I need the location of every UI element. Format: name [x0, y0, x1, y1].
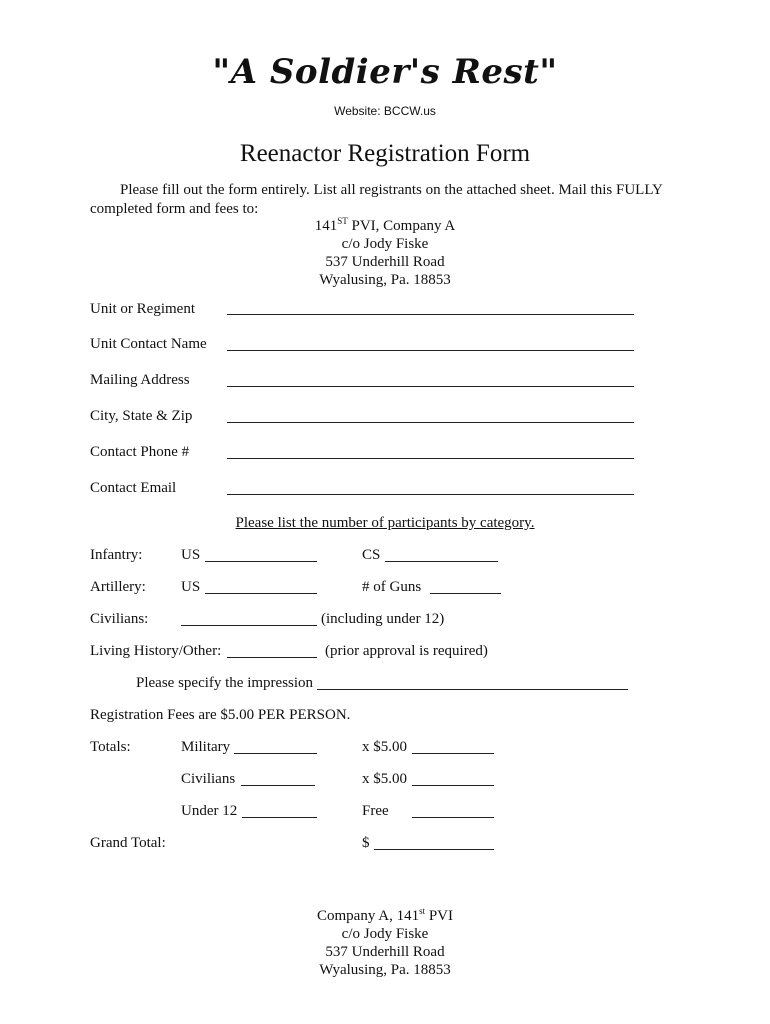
- under12-count-field[interactable]: [242, 817, 317, 818]
- footer-address: [0, 907, 770, 979]
- civilians-fee-label: Civilians: [181, 771, 236, 787]
- grand-total-symbol: $: [362, 835, 370, 851]
- living-history-field[interactable]: [227, 657, 317, 658]
- civilians-total-field[interactable]: [412, 785, 494, 786]
- civilians-note: (including under 12): [321, 611, 445, 627]
- grand-total-label: Grand Total:: [90, 835, 166, 851]
- participants-heading: Please list the number of participants by category.: [235, 515, 535, 531]
- unit-field[interactable]: [227, 314, 634, 315]
- impression-field[interactable]: [317, 689, 628, 690]
- under12-rate: Free: [362, 803, 389, 819]
- artillery-us-field[interactable]: [205, 593, 317, 594]
- military-total-field[interactable]: [412, 753, 494, 754]
- mail-address: [0, 217, 770, 289]
- city-state-zip-label: City, State & Zip: [90, 408, 193, 424]
- military-count-field[interactable]: [234, 753, 317, 754]
- email-field[interactable]: [227, 494, 634, 495]
- footer-address-line3: 537 Underhill Road: [325, 944, 445, 960]
- mail-address-line3: 537 Underhill Road: [325, 254, 445, 270]
- civilians-label: Civilians:: [90, 611, 149, 627]
- living-history-note: (prior approval is required): [325, 643, 488, 659]
- under12-label: Under 12: [181, 803, 238, 819]
- grand-total-field[interactable]: [374, 849, 494, 850]
- intro-paragraph: [90, 181, 690, 219]
- phone-label: Contact Phone #: [90, 444, 190, 460]
- mail-address-line1: 141ST PVI, Company A: [314, 216, 456, 234]
- footer-address-line1: Company A, 141st PVI: [316, 906, 454, 924]
- mailing-address-label: Mailing Address: [90, 372, 190, 388]
- infantry-cs-label: CS: [362, 547, 381, 563]
- guns-field[interactable]: [430, 593, 501, 594]
- living-history-label: Living History/Other:: [90, 643, 222, 659]
- footer-address-line2: c/o Jody Fiske: [341, 926, 429, 942]
- military-rate: x $5.00: [362, 739, 407, 755]
- artillery-label: Artillery:: [90, 579, 146, 595]
- infantry-us-field[interactable]: [205, 561, 317, 562]
- infantry-us-label: US: [181, 547, 201, 563]
- email-label: Contact Email: [90, 480, 177, 496]
- military-label: Military: [181, 739, 231, 755]
- city-state-zip-field[interactable]: [227, 422, 634, 423]
- website-text: Website: BCCW.us: [334, 104, 436, 118]
- civilians-rate: x $5.00: [362, 771, 407, 787]
- artillery-us-label: US: [181, 579, 201, 595]
- phone-field[interactable]: [227, 458, 634, 459]
- contact-name-field[interactable]: [227, 350, 634, 351]
- contact-name-label: Unit Contact Name: [90, 336, 207, 352]
- totals-label: Totals:: [90, 739, 131, 755]
- infantry-label: Infantry:: [90, 547, 143, 563]
- mailing-address-field[interactable]: [227, 386, 634, 387]
- guns-label: # of Guns: [362, 579, 422, 595]
- footer-address-line4: Wyalusing, Pa. 18853: [319, 962, 451, 978]
- intro-text: Please fill out the form entirely. List all registrants on the attached sheet. Mail this FULLY completed form and fees to:: [90, 182, 663, 217]
- under12-total-field[interactable]: [412, 817, 494, 818]
- civilians-count-field[interactable]: [241, 785, 315, 786]
- infantry-cs-field[interactable]: [385, 561, 498, 562]
- page-title: "A Soldier's Rest": [212, 52, 558, 92]
- unit-label: Unit or Regiment: [90, 301, 195, 317]
- civilians-field[interactable]: [181, 625, 317, 626]
- impression-label: Please specify the impression: [136, 675, 314, 691]
- mail-address-line2: c/o Jody Fiske: [341, 236, 429, 252]
- mail-address-line4: Wyalusing, Pa. 18853: [319, 272, 451, 288]
- form-title: Reenactor Registration Form: [239, 140, 531, 167]
- fees-note: Registration Fees are $5.00 PER PERSON.: [90, 707, 351, 723]
